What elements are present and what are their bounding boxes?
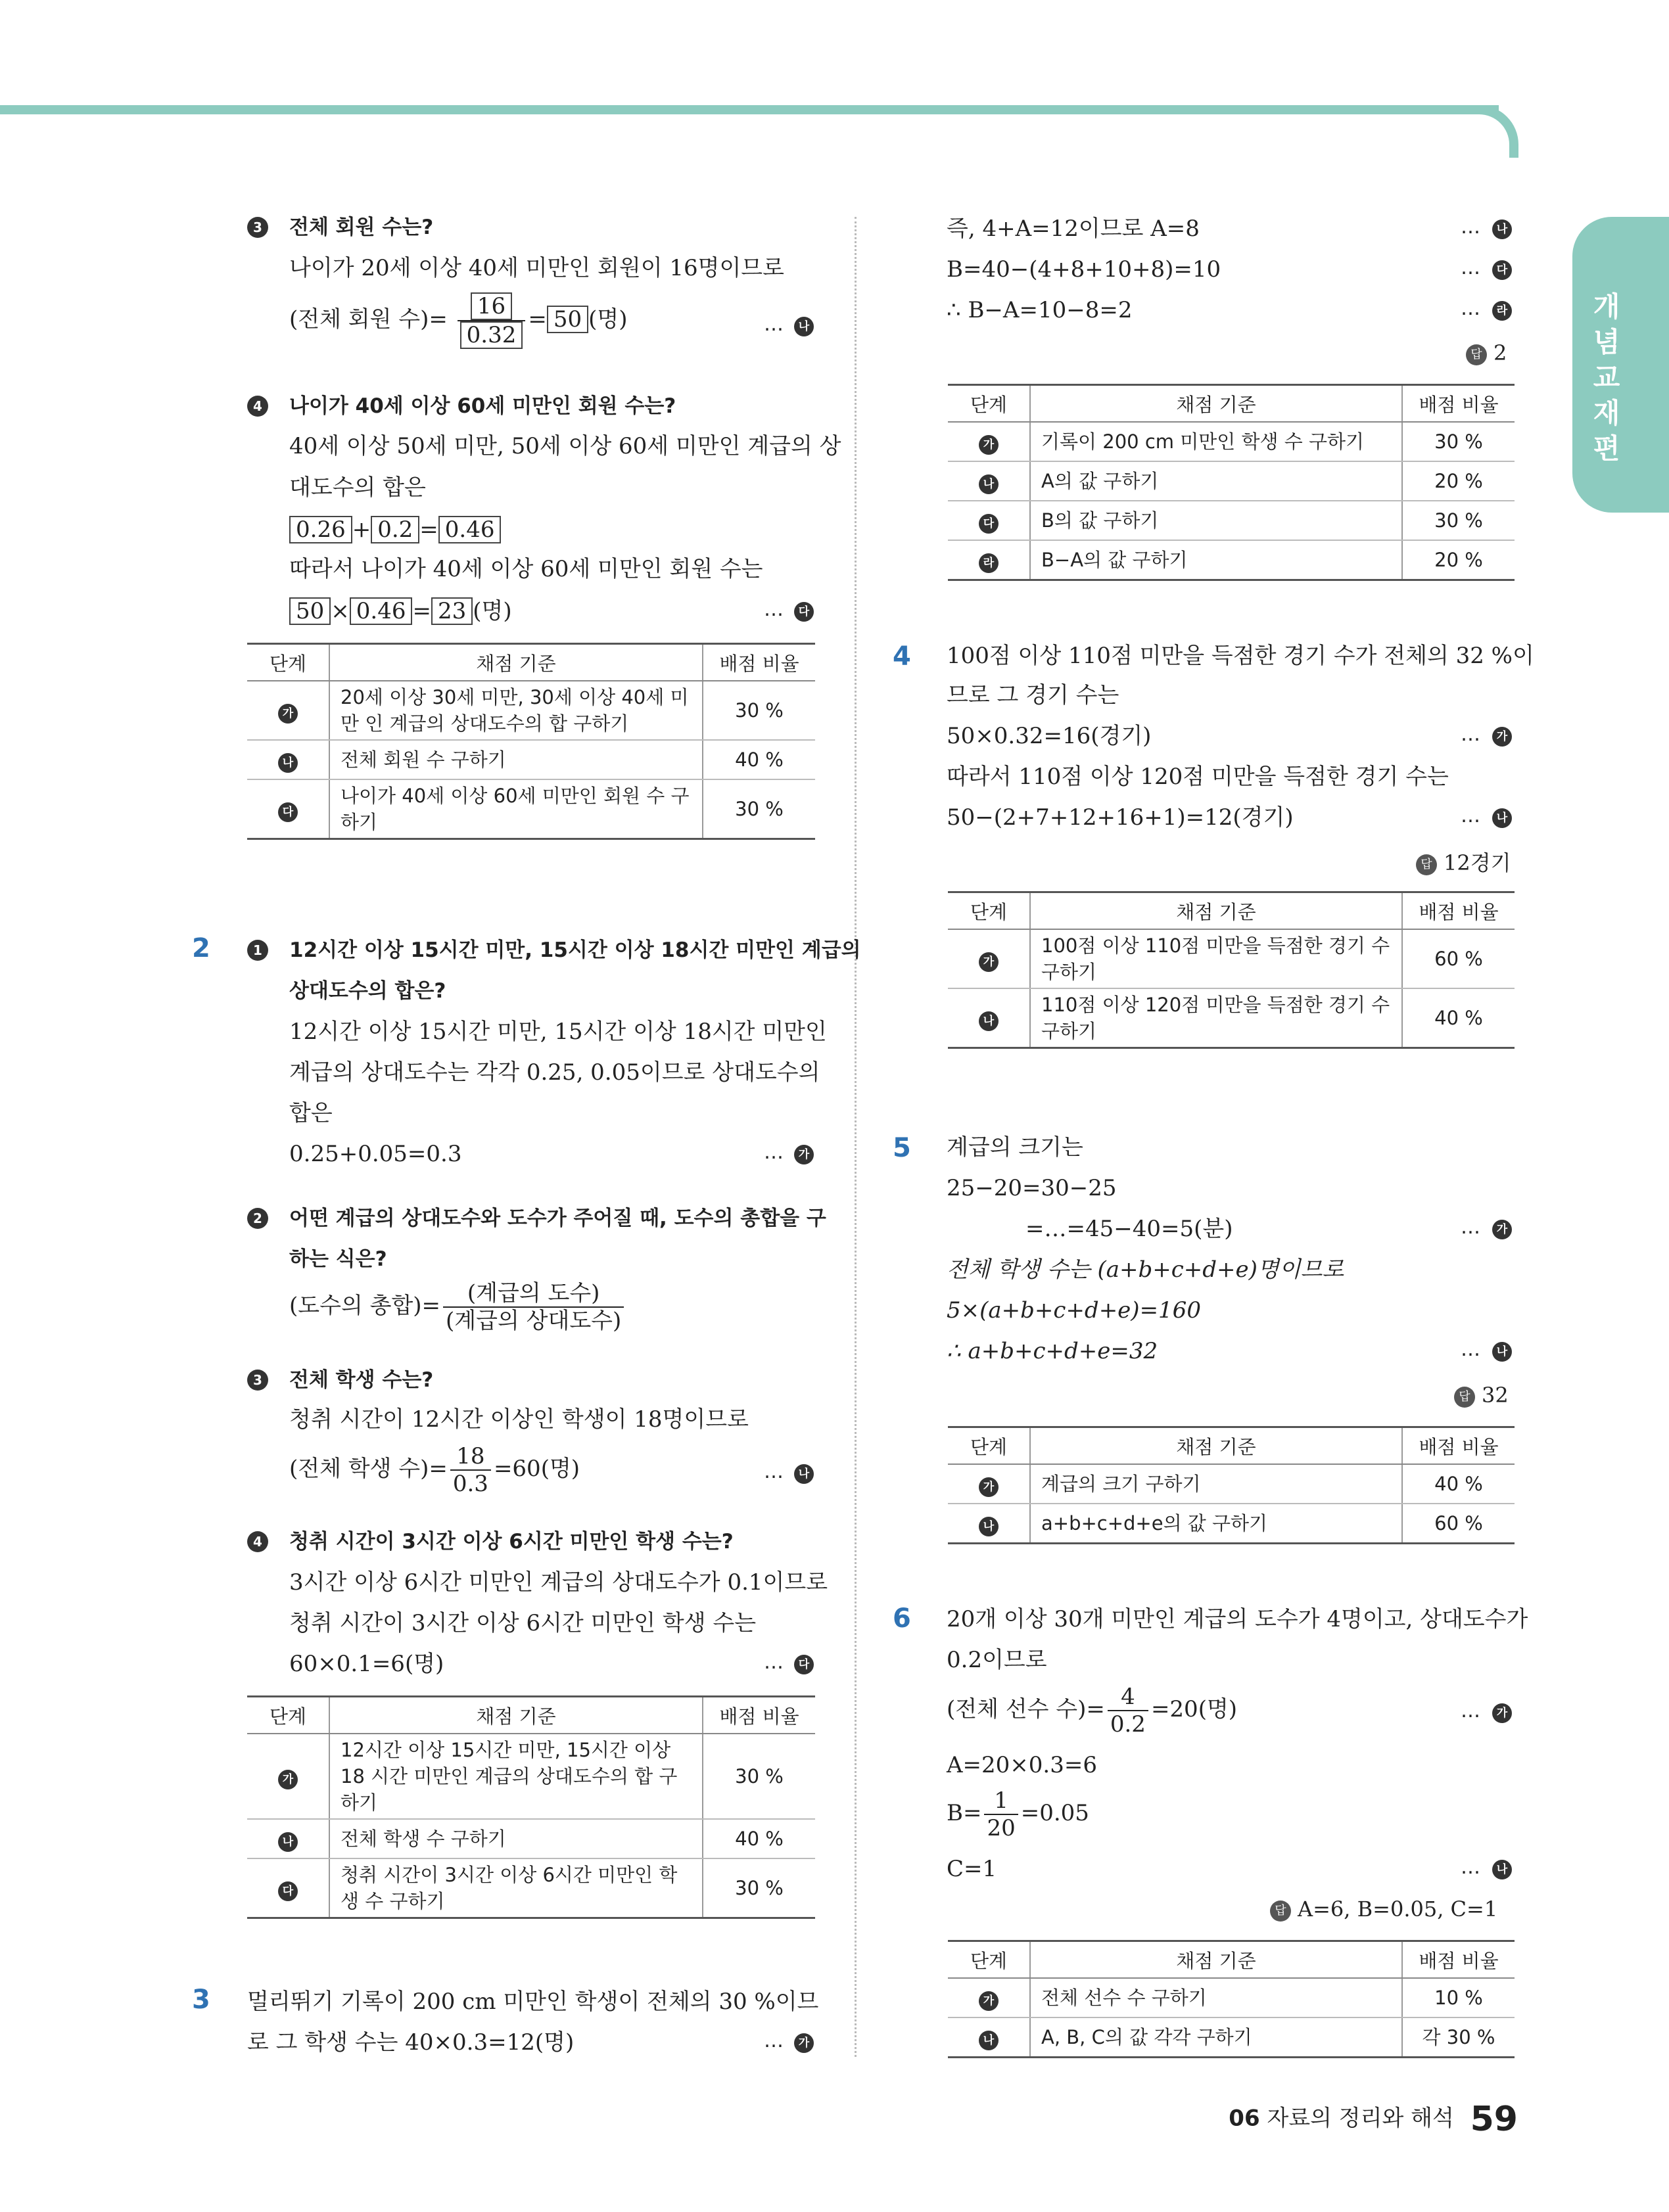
step-circle-3: 3: [247, 1370, 268, 1391]
q4-line1: 100점 이상 110점 미만을 득점한 경기 수가 전체의 32 %이: [947, 643, 1534, 669]
result: =60(명): [493, 1456, 580, 1482]
blank-box: 23: [431, 597, 473, 625]
q1-step4-line1: 40세 이상 50세 미만, 50세 이상 60세 미만인 계급의 상: [289, 433, 841, 459]
chapter-number: 06: [1229, 2105, 1260, 2132]
mark-ga: 가: [794, 1145, 814, 1164]
blank-box: 0.46: [438, 516, 502, 543]
numerator: 1: [984, 1787, 1018, 1815]
stage-mark: 나: [278, 753, 298, 773]
q2-step2-eq: [289, 1280, 626, 1334]
q5-line2: 25−20=30−25: [947, 1175, 1117, 1201]
ellipsis: …: [1461, 1856, 1480, 1879]
stage-mark: 가: [278, 1770, 298, 1789]
q2-step1-line3: 합은: [289, 1100, 333, 1126]
q2-step3-title: 전체 학생 수는?: [289, 1368, 434, 1392]
ellipsis: …: [1461, 1699, 1480, 1722]
stage-mark: 다: [278, 1881, 298, 1901]
ratio: 40 %: [703, 740, 815, 779]
q5-line4: 전체 학생 수는 (a+b+c+d+e)명이므로: [947, 1256, 1344, 1283]
answer-value: 12경기: [1444, 850, 1511, 875]
table-row: [247, 1819, 815, 1858]
table-row: [948, 929, 1515, 988]
criterion: 나이가 40세 이상 60세 미만인 회원 수 구 하기: [329, 779, 703, 839]
denominator: 0.2: [1110, 1711, 1146, 1738]
q1-step4-line2: 대도수의 합은: [289, 474, 426, 501]
blank-box: 0.26: [289, 516, 352, 543]
q6-eq1: [947, 1684, 1237, 1738]
eq-left: B=: [947, 1800, 982, 1826]
table-row: [948, 1504, 1515, 1544]
stage-mark: 라: [979, 553, 999, 573]
page-footer: [1229, 2100, 1518, 2139]
q2-step2-title1: 어떤 계급의 상대도수와 도수가 주어질 때, 도수의 총합을 구: [289, 1207, 826, 1230]
q2-step4-line1: 3시간 이상 6시간 미만인 계급의 상대도수가 0.1이므로: [289, 1569, 828, 1596]
ellipsis: …: [764, 313, 784, 336]
q2-step1-title1: 12시간 이상 15시간 미만, 15시간 이상 18시간 미만인 계급의: [289, 938, 861, 962]
col-header: 배점 비율: [703, 644, 815, 681]
answer-value: 32: [1482, 1383, 1509, 1408]
blank-box: 0.32: [460, 321, 523, 349]
q5-line3: =…=45−40=5(분): [1025, 1216, 1233, 1242]
numerator: (계급의 도수): [443, 1280, 624, 1308]
stage-mark: 나: [979, 1011, 999, 1031]
mark-ga: 가: [1492, 727, 1512, 747]
answer-icon: 답: [1454, 1387, 1475, 1408]
table-row: [247, 681, 815, 740]
mark-da: 다: [794, 602, 814, 622]
answer: [1466, 340, 1507, 365]
q4-line3: 50×0.32=16(경기): [947, 723, 1152, 749]
ellipsis: …: [1461, 297, 1480, 320]
stage-mark: 나: [979, 1517, 999, 1536]
page-number: 59: [1470, 2100, 1518, 2139]
fraction: [984, 1787, 1018, 1841]
eq-left: (도수의 총합)=: [289, 1293, 441, 1319]
criterion: A, B, C의 값 각각 구하기: [1030, 2017, 1402, 2058]
criterion: 100점 이상 110점 미만을 득점한 경기 수 구하기: [1030, 929, 1402, 988]
scoring-table-q3: [948, 384, 1515, 581]
answer: [1270, 1897, 1497, 1922]
step-circle-4: 4: [247, 1531, 268, 1552]
answer: [1454, 1383, 1509, 1408]
col-header: 배점 비율: [1402, 1427, 1515, 1465]
mark-da: 다: [794, 1655, 814, 1674]
q5-line5: 5×(a+b+c+d+e)=160: [947, 1297, 1201, 1324]
table-row: [948, 2017, 1515, 2058]
scoring-table-q5: [948, 1426, 1515, 1544]
ratio: 각 30 %: [1402, 2017, 1515, 2058]
stage-mark: 가: [979, 1991, 999, 2011]
q2-step4-line2: 청취 시간이 3시간 이상 6시간 미만인 학생 수는: [289, 1610, 757, 1636]
eq-left: (전체 학생 수)=: [289, 1456, 448, 1482]
ratio: 40 %: [1402, 1464, 1515, 1504]
mark-na: 나: [794, 317, 814, 336]
fraction: [1108, 1684, 1148, 1738]
ratio: 10 %: [1402, 1978, 1515, 2017]
col-header: 채점 기준: [329, 1697, 703, 1734]
col-header: 단계: [948, 892, 1030, 930]
q2-step1-line1: 12시간 이상 15시간 미만, 15시간 이상 18시간 미만인: [289, 1019, 827, 1045]
mark-ga: 가: [794, 2033, 814, 2053]
numerator: 4: [1108, 1684, 1148, 1711]
q1-step3-line1: 나이가 20세 이상 40세 미만인 회원이 16명이므로: [289, 255, 784, 281]
criterion: 청취 시간이 3시간 이상 6시간 미만인 학생 수 구하기: [329, 1858, 703, 1918]
stage-mark: 가: [979, 1477, 999, 1497]
q2-step1-line2: 계급의 상대도수는 각각 0.25, 0.05이므로 상대도수의: [289, 1059, 820, 1086]
question-number: 4: [893, 641, 911, 672]
eq-left: (전체 선수 수)=: [947, 1696, 1105, 1722]
scoring-table-q1: [247, 643, 815, 840]
q1-step4-line3: 따라서 나이가 40세 이상 60세 미만인 회원 수는: [289, 556, 763, 582]
answer-value: 2: [1493, 340, 1507, 365]
col-header: 채점 기준: [329, 644, 703, 681]
scoring-table-q6: [948, 1940, 1515, 2058]
ellipsis: …: [1461, 1216, 1480, 1239]
q2-step3-eq: [289, 1443, 580, 1497]
col-header: 단계: [247, 644, 329, 681]
col-header: 채점 기준: [1030, 1941, 1402, 1979]
q2-step2-title2: 하는 식은?: [289, 1247, 387, 1271]
criterion: 110점 이상 120점 미만을 득점한 경기 수 구하기: [1030, 988, 1402, 1048]
col-header: 단계: [948, 1427, 1030, 1465]
top-rule: [0, 105, 1499, 114]
side-tab: [1572, 217, 1669, 513]
ratio: 20 %: [1402, 540, 1515, 580]
q6-line1: 20개 이상 30개 미만인 계급의 도수가 4명이고, 상대도수가: [947, 1606, 1528, 1632]
col-header: 단계: [948, 385, 1030, 423]
denominator: (계급의 상대도수): [446, 1308, 622, 1334]
q6-eq3: [947, 1787, 1089, 1841]
col-header: 단계: [948, 1941, 1030, 1979]
stage-mark: 가: [979, 952, 999, 972]
stage-mark: 다: [979, 514, 999, 534]
ellipsis: …: [764, 2029, 784, 2052]
fraction: [443, 1280, 624, 1334]
stage-mark: 나: [979, 2031, 999, 2050]
q4-line4: 따라서 110점 이상 120점 미만을 득점한 경기 수는: [947, 764, 1449, 790]
step-circle-2: 2: [247, 1208, 268, 1229]
criterion: 20세 이상 30세 미만, 30세 이상 40세 미만 인 계급의 상대도수의 합 구하기: [329, 681, 703, 740]
q1-step3-title: 전체 회원 수는?: [289, 216, 434, 239]
q6-eq4: C=1: [947, 1856, 997, 1882]
column-divider: [855, 217, 857, 2057]
table-row: [247, 1734, 815, 1819]
stage-mark: 나: [278, 1832, 298, 1852]
col-header: 채점 기준: [1030, 385, 1402, 423]
stage-mark: 가: [979, 435, 999, 455]
fraction: [458, 292, 526, 349]
col-header: 배점 비율: [1402, 892, 1515, 930]
side-tab-label: 개념교재편: [1593, 290, 1620, 465]
criterion: 전체 선수 수 구하기: [1030, 1978, 1402, 2017]
table-row: [247, 779, 815, 839]
blank-box: 0.2: [371, 516, 419, 543]
q4-line5: 50−(2+7+12+16+1)=12(경기): [947, 804, 1294, 831]
ellipsis: …: [1461, 723, 1480, 746]
q5-line1: 계급의 크기는: [947, 1134, 1083, 1161]
fraction: [450, 1443, 491, 1497]
ratio: 60 %: [1402, 1504, 1515, 1544]
eq-left: (전체 회원 수)=: [289, 306, 448, 333]
col-header: 단계: [247, 1697, 329, 1734]
chapter-title: 자료의 정리와 해석: [1267, 2105, 1454, 2132]
stage-mark: 나: [979, 474, 999, 494]
denominator: 0.3: [452, 1471, 488, 1497]
mark-da: 다: [1492, 260, 1512, 280]
mark-na: 나: [1492, 808, 1512, 828]
step-circle-1: 1: [247, 940, 268, 961]
ellipsis: …: [1461, 256, 1480, 279]
q5-line6: ∴ a+b+c+d+e=32: [947, 1338, 1158, 1364]
criterion: a+b+c+d+e의 값 구하기: [1030, 1504, 1402, 1544]
denominator: 20: [987, 1815, 1016, 1841]
table-row: [247, 1858, 815, 1918]
mark-na: 나: [794, 1464, 814, 1484]
ratio: 60 %: [1402, 929, 1515, 988]
q3-line1: 멀리뛰기 기록이 200 cm 미만인 학생이 전체의 30 %이므: [247, 1989, 819, 2015]
criterion: B의 값 구하기: [1030, 501, 1402, 540]
numerator: 18: [450, 1443, 491, 1471]
mark-ga: 가: [1492, 1220, 1512, 1239]
ratio: 20 %: [1402, 461, 1515, 501]
q4-line2: 므로 그 경기 수는: [947, 682, 1119, 708]
q6-line2: 0.2이므로: [947, 1647, 1047, 1673]
blank-box: 0.46: [350, 597, 413, 625]
mark-na: 나: [1492, 1860, 1512, 1879]
table-row: [948, 461, 1515, 501]
stage-mark: 가: [278, 704, 298, 724]
answer-icon: 답: [1416, 854, 1437, 875]
ratio: 30 %: [703, 1858, 815, 1918]
col-header: 배점 비율: [703, 1697, 815, 1734]
q2-step4-title: 청취 시간이 3시간 이상 6시간 미만인 학생 수는?: [289, 1530, 734, 1554]
col-header: 배점 비율: [1402, 1941, 1515, 1979]
ratio: 30 %: [703, 779, 815, 839]
blank-box: 50: [547, 306, 588, 333]
table-row: [948, 1464, 1515, 1504]
q3-line4: B=40−(4+8+10+8)=10: [947, 256, 1221, 283]
ratio: 40 %: [1402, 988, 1515, 1048]
question-number: 5: [893, 1133, 911, 1163]
q1-step4-sum: 0.26 + 0.2 = 0.46: [289, 515, 501, 544]
unit: (명): [473, 598, 512, 624]
mark-na: 나: [1492, 1342, 1512, 1362]
ellipsis: …: [1461, 1338, 1480, 1361]
ellipsis: …: [1461, 804, 1480, 827]
ratio: 40 %: [703, 1819, 815, 1858]
scoring-table-q4: [948, 891, 1515, 1049]
result: =0.05: [1020, 1800, 1089, 1826]
top-rule-curve: [1446, 105, 1518, 158]
answer-value: A=6, B=0.05, C=1: [1298, 1897, 1498, 1922]
ratio: 30 %: [703, 1734, 815, 1819]
ellipsis: …: [1461, 216, 1480, 239]
table-row: [948, 540, 1515, 580]
ratio: 30 %: [703, 681, 815, 740]
table-row: [948, 1978, 1515, 2017]
question-number: 3: [192, 1985, 210, 2015]
ellipsis: …: [764, 1460, 784, 1483]
table-row: [948, 422, 1515, 461]
q2-step3-line1: 청취 시간이 12시간 이상인 학생이 18명이므로: [289, 1406, 749, 1433]
col-header: 배점 비율: [1402, 385, 1515, 423]
q1-step4-product: 50 × 0.46 = 23 (명): [289, 597, 512, 626]
q6-eq2: A=20×0.3=6: [947, 1752, 1097, 1778]
question-number: 2: [192, 933, 210, 963]
criterion: 전체 회원 수 구하기: [329, 740, 703, 779]
criterion: A의 값 구하기: [1030, 461, 1402, 501]
q2-step4-eq: 60×0.1=6(명): [289, 1651, 444, 1677]
ellipsis: …: [764, 1141, 784, 1164]
question-number: 6: [893, 1603, 911, 1634]
blank-box: 50: [289, 597, 331, 625]
q1-step4-title: 나이가 40세 이상 60세 미만인 회원 수는?: [289, 394, 676, 418]
ratio: 30 %: [1402, 501, 1515, 540]
mark-ra: 라: [1492, 301, 1512, 321]
q3-line5: ∴ B−A=10−8=2: [947, 297, 1133, 323]
criterion: B−A의 값 구하기: [1030, 540, 1402, 580]
criterion: 기록이 200 cm 미만인 학생 수 구하기: [1030, 422, 1402, 461]
mark-na: 나: [1492, 219, 1512, 239]
criterion: 계급의 크기 구하기: [1030, 1464, 1402, 1504]
criterion: 12시간 이상 15시간 미만, 15시간 이상 18 시간 미만인 계급의 상대도수의 합 구하기: [329, 1734, 703, 1819]
answer-icon: 답: [1466, 344, 1487, 365]
q3-line3: 즉, 4+A=12이므로 A=8: [947, 216, 1200, 242]
q3-line2: 로 그 학생 수는 40×0.3=12(명): [247, 2029, 575, 2056]
mark-ga: 가: [1492, 1703, 1512, 1723]
ellipsis: …: [764, 1651, 784, 1674]
table-row: [948, 988, 1515, 1048]
step-circle-3: 3: [247, 217, 268, 238]
result: =20(명): [1150, 1696, 1238, 1722]
step-circle-4: 4: [247, 396, 268, 417]
criterion: 전체 학생 수 구하기: [329, 1819, 703, 1858]
q2-step1-title2: 상대도수의 합은?: [289, 979, 446, 1003]
answer: [1416, 846, 1511, 877]
table-row: [247, 740, 815, 779]
col-header: 채점 기준: [1030, 1427, 1402, 1465]
scoring-table-q2: [247, 1695, 815, 1919]
unit: (명): [588, 306, 628, 333]
q2-step1-eq: 0.25+0.05=0.3: [289, 1141, 462, 1167]
answer-icon: 답: [1270, 1901, 1291, 1922]
stage-mark: 다: [278, 802, 298, 822]
blank-box: 16: [471, 292, 512, 320]
q1-step3-eq: (전체 회원 수)= $\frac{16}{0.32}$ = 50 (명): [289, 293, 628, 348]
ratio: 30 %: [1402, 422, 1515, 461]
table-row: [948, 501, 1515, 540]
col-header: 채점 기준: [1030, 892, 1402, 930]
ellipsis: …: [764, 598, 784, 621]
